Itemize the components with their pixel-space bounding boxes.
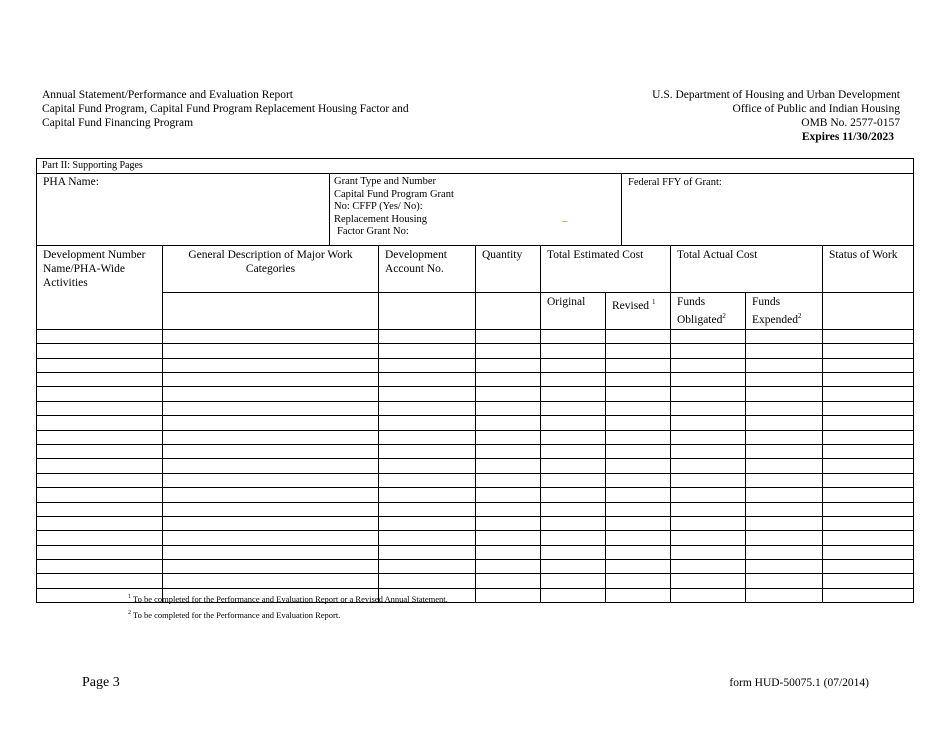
- cell-expended[interactable]: [746, 560, 823, 574]
- cell-description[interactable]: [163, 430, 379, 444]
- expiration-date: Expires 11/30/2023: [801, 131, 894, 143]
- cell-quantity[interactable]: [476, 444, 541, 458]
- cell-dev-number[interactable]: [37, 430, 163, 444]
- cell-quantity[interactable]: [476, 502, 541, 516]
- cell-revised[interactable]: [606, 358, 671, 372]
- sub-funds-expended: [746, 293, 823, 330]
- report-title-block: [42, 88, 409, 130]
- cell-quantity[interactable]: [476, 560, 541, 574]
- cell-revised[interactable]: [606, 588, 671, 602]
- grant-type-line-3: No: CFFP (Yes/ No):: [334, 201, 423, 212]
- cell-revised[interactable]: [606, 401, 671, 415]
- footnotes: [128, 590, 448, 622]
- cell-original[interactable]: [541, 329, 606, 343]
- cell-expended[interactable]: [746, 344, 823, 358]
- cell-description[interactable]: [163, 459, 379, 473]
- cell-account[interactable]: [379, 430, 476, 444]
- table-row: [37, 401, 914, 415]
- cell-obligated[interactable]: [671, 387, 746, 401]
- cell-revised[interactable]: [606, 531, 671, 545]
- cell-revised[interactable]: [606, 502, 671, 516]
- cell-obligated[interactable]: [671, 459, 746, 473]
- table-row: [37, 373, 914, 387]
- cell-obligated[interactable]: [671, 488, 746, 502]
- cell-obligated[interactable]: [671, 329, 746, 343]
- federal-ffy-field[interactable]: [622, 174, 914, 246]
- cell-original[interactable]: [541, 444, 606, 458]
- cell-original[interactable]: [541, 373, 606, 387]
- cell-original[interactable]: [541, 473, 606, 487]
- table-row: [37, 416, 914, 430]
- cell-obligated[interactable]: [671, 516, 746, 530]
- cell-account[interactable]: [379, 560, 476, 574]
- footnote-2-text: To be completed for the Performance and Evaluation Report.: [132, 609, 341, 620]
- table-row: [37, 545, 914, 559]
- footnote-1-text: To be completed for the Performance and Evaluation Report or a Revised Annual Statement.: [132, 593, 448, 604]
- cell-expended[interactable]: [746, 488, 823, 502]
- cell-status[interactable]: [823, 416, 914, 430]
- sub-original-label: Original: [547, 296, 586, 308]
- sub-funds-expended-line-2: Expended: [752, 313, 798, 326]
- cell-status[interactable]: [823, 459, 914, 473]
- cell-status[interactable]: [823, 516, 914, 530]
- cell-description[interactable]: [163, 516, 379, 530]
- cell-account[interactable]: [379, 416, 476, 430]
- cell-quantity[interactable]: [476, 588, 541, 602]
- cell-obligated[interactable]: [671, 574, 746, 588]
- cell-revised[interactable]: [606, 459, 671, 473]
- cell-dev-number[interactable]: [37, 444, 163, 458]
- cell-expended[interactable]: [746, 473, 823, 487]
- cell-description[interactable]: [163, 444, 379, 458]
- cell-revised[interactable]: [606, 574, 671, 588]
- cell-description[interactable]: [163, 329, 379, 343]
- cell-original[interactable]: [541, 416, 606, 430]
- cell-expended[interactable]: [746, 358, 823, 372]
- cell-dev-number[interactable]: [37, 401, 163, 415]
- table-row: [37, 502, 914, 516]
- cell-obligated[interactable]: [671, 473, 746, 487]
- office-name: Office of Public and Indian Housing: [732, 103, 900, 115]
- col-quantity: Quantity: [476, 246, 541, 293]
- cell-dev-number[interactable]: [37, 488, 163, 502]
- cell-dev-number[interactable]: [37, 358, 163, 372]
- cell-obligated[interactable]: [671, 502, 746, 516]
- form-identifier: form HUD-50075.1 (07/2014): [729, 677, 869, 689]
- table-row: [37, 531, 914, 545]
- col-development-account-line-2: Account No.: [385, 263, 444, 275]
- cell-expended[interactable]: [746, 588, 823, 602]
- table-row: [37, 329, 914, 343]
- cell-dev-number[interactable]: [37, 531, 163, 545]
- cell-status[interactable]: [823, 430, 914, 444]
- cell-quantity[interactable]: [476, 574, 541, 588]
- col-total-actual-cost: Total Actual Cost: [671, 246, 823, 293]
- cell-obligated[interactable]: [671, 401, 746, 415]
- sub-funds-obligated-line-2: Obligated: [677, 313, 723, 326]
- cell-dev-number[interactable]: [37, 574, 163, 588]
- cell-original[interactable]: [541, 531, 606, 545]
- cell-obligated[interactable]: [671, 373, 746, 387]
- sub-status-blank: [823, 293, 914, 330]
- cell-description[interactable]: [163, 373, 379, 387]
- agency-name: U.S. Department of Housing and Urban Development: [652, 89, 900, 101]
- cell-expended[interactable]: [746, 416, 823, 430]
- cell-quantity[interactable]: [476, 358, 541, 372]
- cell-revised[interactable]: [606, 373, 671, 387]
- sub-funds-expended-line-1: Funds: [752, 296, 781, 308]
- cell-account[interactable]: [379, 373, 476, 387]
- grant-type-line-4: Replacement Housing: [334, 213, 428, 225]
- cell-status[interactable]: [823, 373, 914, 387]
- pha-name-label: PHA Name:: [43, 176, 99, 188]
- grant-type-field[interactable]: [330, 174, 622, 246]
- cell-status[interactable]: [823, 531, 914, 545]
- cell-obligated[interactable]: [671, 560, 746, 574]
- omb-number: OMB No. 2577-0157: [801, 117, 900, 129]
- cell-status[interactable]: [823, 560, 914, 574]
- cell-original[interactable]: [541, 459, 606, 473]
- table-row: [37, 387, 914, 401]
- cell-account[interactable]: [379, 473, 476, 487]
- col-development-number: [37, 246, 163, 330]
- cell-original[interactable]: [541, 502, 606, 516]
- cell-dev-number[interactable]: [37, 459, 163, 473]
- pha-name-field[interactable]: [37, 174, 330, 246]
- page-number: Page 3: [82, 675, 120, 690]
- sub-funds-obligated-line-1: Funds: [677, 296, 706, 308]
- cell-quantity[interactable]: [476, 329, 541, 343]
- report-title-line-3: Capital Fund Financing Program: [42, 117, 194, 129]
- cell-description[interactable]: [163, 560, 379, 574]
- cell-account[interactable]: [379, 502, 476, 516]
- cell-original[interactable]: [541, 588, 606, 602]
- cell-description[interactable]: [163, 416, 379, 430]
- col-general-description-line-2: Categories: [245, 263, 296, 275]
- cell-dev-number[interactable]: [37, 545, 163, 559]
- cell-account[interactable]: [379, 401, 476, 415]
- table-row: [37, 473, 914, 487]
- cell-account[interactable]: [379, 358, 476, 372]
- sub-original: [541, 293, 606, 330]
- cell-original[interactable]: [541, 488, 606, 502]
- cell-obligated[interactable]: [671, 545, 746, 559]
- data-entry-rows: [37, 329, 914, 602]
- col-general-description-line-1: General Description of Major Work: [188, 249, 353, 261]
- cell-obligated[interactable]: [671, 444, 746, 458]
- sub-description-blank: [163, 293, 379, 330]
- col-general-description: [163, 246, 379, 293]
- table-row: [37, 358, 914, 372]
- sub-revised-label: Revised: [612, 299, 650, 312]
- cell-dev-number[interactable]: [37, 416, 163, 430]
- cell-quantity[interactable]: [476, 531, 541, 545]
- cell-quantity[interactable]: [476, 373, 541, 387]
- cell-original[interactable]: [541, 401, 606, 415]
- cell-account[interactable]: [379, 545, 476, 559]
- cell-revised[interactable]: [606, 444, 671, 458]
- cell-quantity[interactable]: [476, 344, 541, 358]
- footnote-1: [128, 590, 448, 606]
- cell-status[interactable]: [823, 502, 914, 516]
- cell-dev-number[interactable]: [37, 516, 163, 530]
- cell-expended[interactable]: [746, 373, 823, 387]
- col-status-of-work: Status of Work: [823, 246, 914, 293]
- sub-funds-obligated-footnote-mark: 2: [722, 312, 726, 320]
- sub-funds-obligated: [671, 293, 746, 330]
- cell-description[interactable]: [163, 401, 379, 415]
- cell-original[interactable]: [541, 387, 606, 401]
- cell-description[interactable]: [163, 358, 379, 372]
- table-row: [37, 488, 914, 502]
- cell-quantity[interactable]: [476, 545, 541, 559]
- cell-quantity[interactable]: [476, 516, 541, 530]
- cell-expended[interactable]: [746, 387, 823, 401]
- cell-status[interactable]: [823, 545, 914, 559]
- cell-quantity[interactable]: [476, 387, 541, 401]
- cell-expended[interactable]: [746, 502, 823, 516]
- cell-status[interactable]: [823, 358, 914, 372]
- col-development-account-line-1: Development: [385, 249, 447, 261]
- cell-original[interactable]: [541, 430, 606, 444]
- cell-revised[interactable]: [606, 387, 671, 401]
- cell-status[interactable]: [823, 488, 914, 502]
- cell-status[interactable]: [823, 473, 914, 487]
- cell-original[interactable]: [541, 560, 606, 574]
- cell-expended[interactable]: [746, 329, 823, 343]
- report-title-line-1: Annual Statement/Performance and Evaluation Report: [42, 89, 294, 101]
- cell-account[interactable]: [379, 574, 476, 588]
- table-row: [37, 344, 914, 358]
- cell-quantity[interactable]: [476, 459, 541, 473]
- cell-dev-number[interactable]: [37, 387, 163, 401]
- table-row: [37, 459, 914, 473]
- cell-account[interactable]: [379, 387, 476, 401]
- cell-description[interactable]: [163, 344, 379, 358]
- cell-quantity[interactable]: [476, 430, 541, 444]
- cell-expended[interactable]: [746, 430, 823, 444]
- cell-expended[interactable]: [746, 545, 823, 559]
- footnote-1-mark: 1: [128, 594, 131, 600]
- footnote-2-mark: 2: [128, 609, 131, 616]
- col-total-estimated-cost: Total Estimated Cost: [541, 246, 671, 293]
- cell-status[interactable]: [823, 387, 914, 401]
- part-label: Part II: Supporting Pages: [37, 159, 914, 174]
- cell-status[interactable]: [823, 444, 914, 458]
- cell-status[interactable]: [823, 344, 914, 358]
- cell-obligated[interactable]: [671, 344, 746, 358]
- agency-block: [652, 88, 900, 144]
- cell-account[interactable]: [379, 329, 476, 343]
- cell-obligated[interactable]: [671, 358, 746, 372]
- col-development-number-line-1: Development Number: [43, 249, 146, 261]
- cell-original[interactable]: [541, 574, 606, 588]
- cell-original[interactable]: [541, 545, 606, 559]
- col-development-number-line-2: Name/PHA-Wide: [43, 263, 125, 275]
- cell-account[interactable]: [379, 459, 476, 473]
- cell-revised[interactable]: [606, 488, 671, 502]
- cell-dev-number[interactable]: [37, 473, 163, 487]
- cell-dev-number[interactable]: [37, 502, 163, 516]
- cell-description[interactable]: [163, 574, 379, 588]
- cell-account[interactable]: [379, 531, 476, 545]
- sub-revised: [606, 293, 671, 330]
- cell-dev-number[interactable]: [37, 560, 163, 574]
- cell-dev-number[interactable]: [37, 329, 163, 343]
- cell-obligated[interactable]: [671, 430, 746, 444]
- cell-dev-number[interactable]: [37, 344, 163, 358]
- cell-revised[interactable]: [606, 473, 671, 487]
- federal-ffy-label: Federal FFY of Grant:: [628, 177, 722, 188]
- supporting-pages-table: [36, 158, 914, 603]
- table-row: [37, 444, 914, 458]
- cell-status[interactable]: [823, 574, 914, 588]
- cell-expended[interactable]: [746, 444, 823, 458]
- cell-expended[interactable]: [746, 574, 823, 588]
- cell-revised[interactable]: [606, 416, 671, 430]
- grant-type-line-2: Capital Fund Program Grant: [334, 188, 454, 200]
- sub-funds-expended-footnote-mark: 2: [797, 312, 802, 320]
- cell-revised[interactable]: [606, 545, 671, 559]
- cell-quantity[interactable]: [476, 401, 541, 415]
- col-development-number-line-3: Activities: [43, 277, 88, 289]
- table-row: [37, 430, 914, 444]
- table-row: [37, 560, 914, 574]
- cell-quantity[interactable]: [476, 473, 541, 487]
- grant-type-line-1: Grant Type and Number: [334, 176, 437, 187]
- table-row: [37, 574, 914, 588]
- cell-expended[interactable]: [746, 401, 823, 415]
- cell-description[interactable]: [163, 473, 379, 487]
- cell-quantity[interactable]: [476, 416, 541, 430]
- cell-revised[interactable]: [606, 344, 671, 358]
- cell-description[interactable]: [163, 531, 379, 545]
- cell-dev-number[interactable]: [37, 373, 163, 387]
- cell-original[interactable]: [541, 358, 606, 372]
- cell-revised[interactable]: [606, 560, 671, 574]
- footnote-2: [128, 606, 448, 622]
- cell-description[interactable]: [163, 387, 379, 401]
- cell-status[interactable]: [823, 588, 914, 602]
- cell-status[interactable]: [823, 329, 914, 343]
- cell-quantity[interactable]: [476, 488, 541, 502]
- cell-obligated[interactable]: [671, 416, 746, 430]
- cell-expended[interactable]: [746, 459, 823, 473]
- cell-original[interactable]: [541, 344, 606, 358]
- cell-description[interactable]: [163, 502, 379, 516]
- sub-revised-footnote-mark: 1: [651, 298, 656, 306]
- cell-status[interactable]: [823, 401, 914, 415]
- cell-revised[interactable]: [606, 430, 671, 444]
- sub-account-blank: [379, 293, 476, 330]
- cell-account[interactable]: [379, 488, 476, 502]
- cell-expended[interactable]: [746, 516, 823, 530]
- cell-revised[interactable]: [606, 329, 671, 343]
- col-development-account: [379, 246, 476, 293]
- cell-expended[interactable]: [746, 531, 823, 545]
- report-title-line-2: Capital Fund Program, Capital Fund Program Replacement Housing Factor and: [42, 103, 409, 115]
- sub-quantity-blank: [476, 293, 541, 330]
- cell-obligated[interactable]: [671, 588, 746, 602]
- grant-type-line-5: Factor Grant No:: [337, 226, 409, 237]
- cell-original[interactable]: [541, 516, 606, 530]
- cell-description[interactable]: [163, 545, 379, 559]
- cell-account[interactable]: [379, 516, 476, 530]
- cell-description[interactable]: [163, 488, 379, 502]
- grant-number-dash: –: [562, 215, 568, 227]
- cell-revised[interactable]: [606, 516, 671, 530]
- cell-obligated[interactable]: [671, 531, 746, 545]
- cell-account[interactable]: [379, 444, 476, 458]
- table-row: [37, 516, 914, 530]
- cell-account[interactable]: [379, 344, 476, 358]
